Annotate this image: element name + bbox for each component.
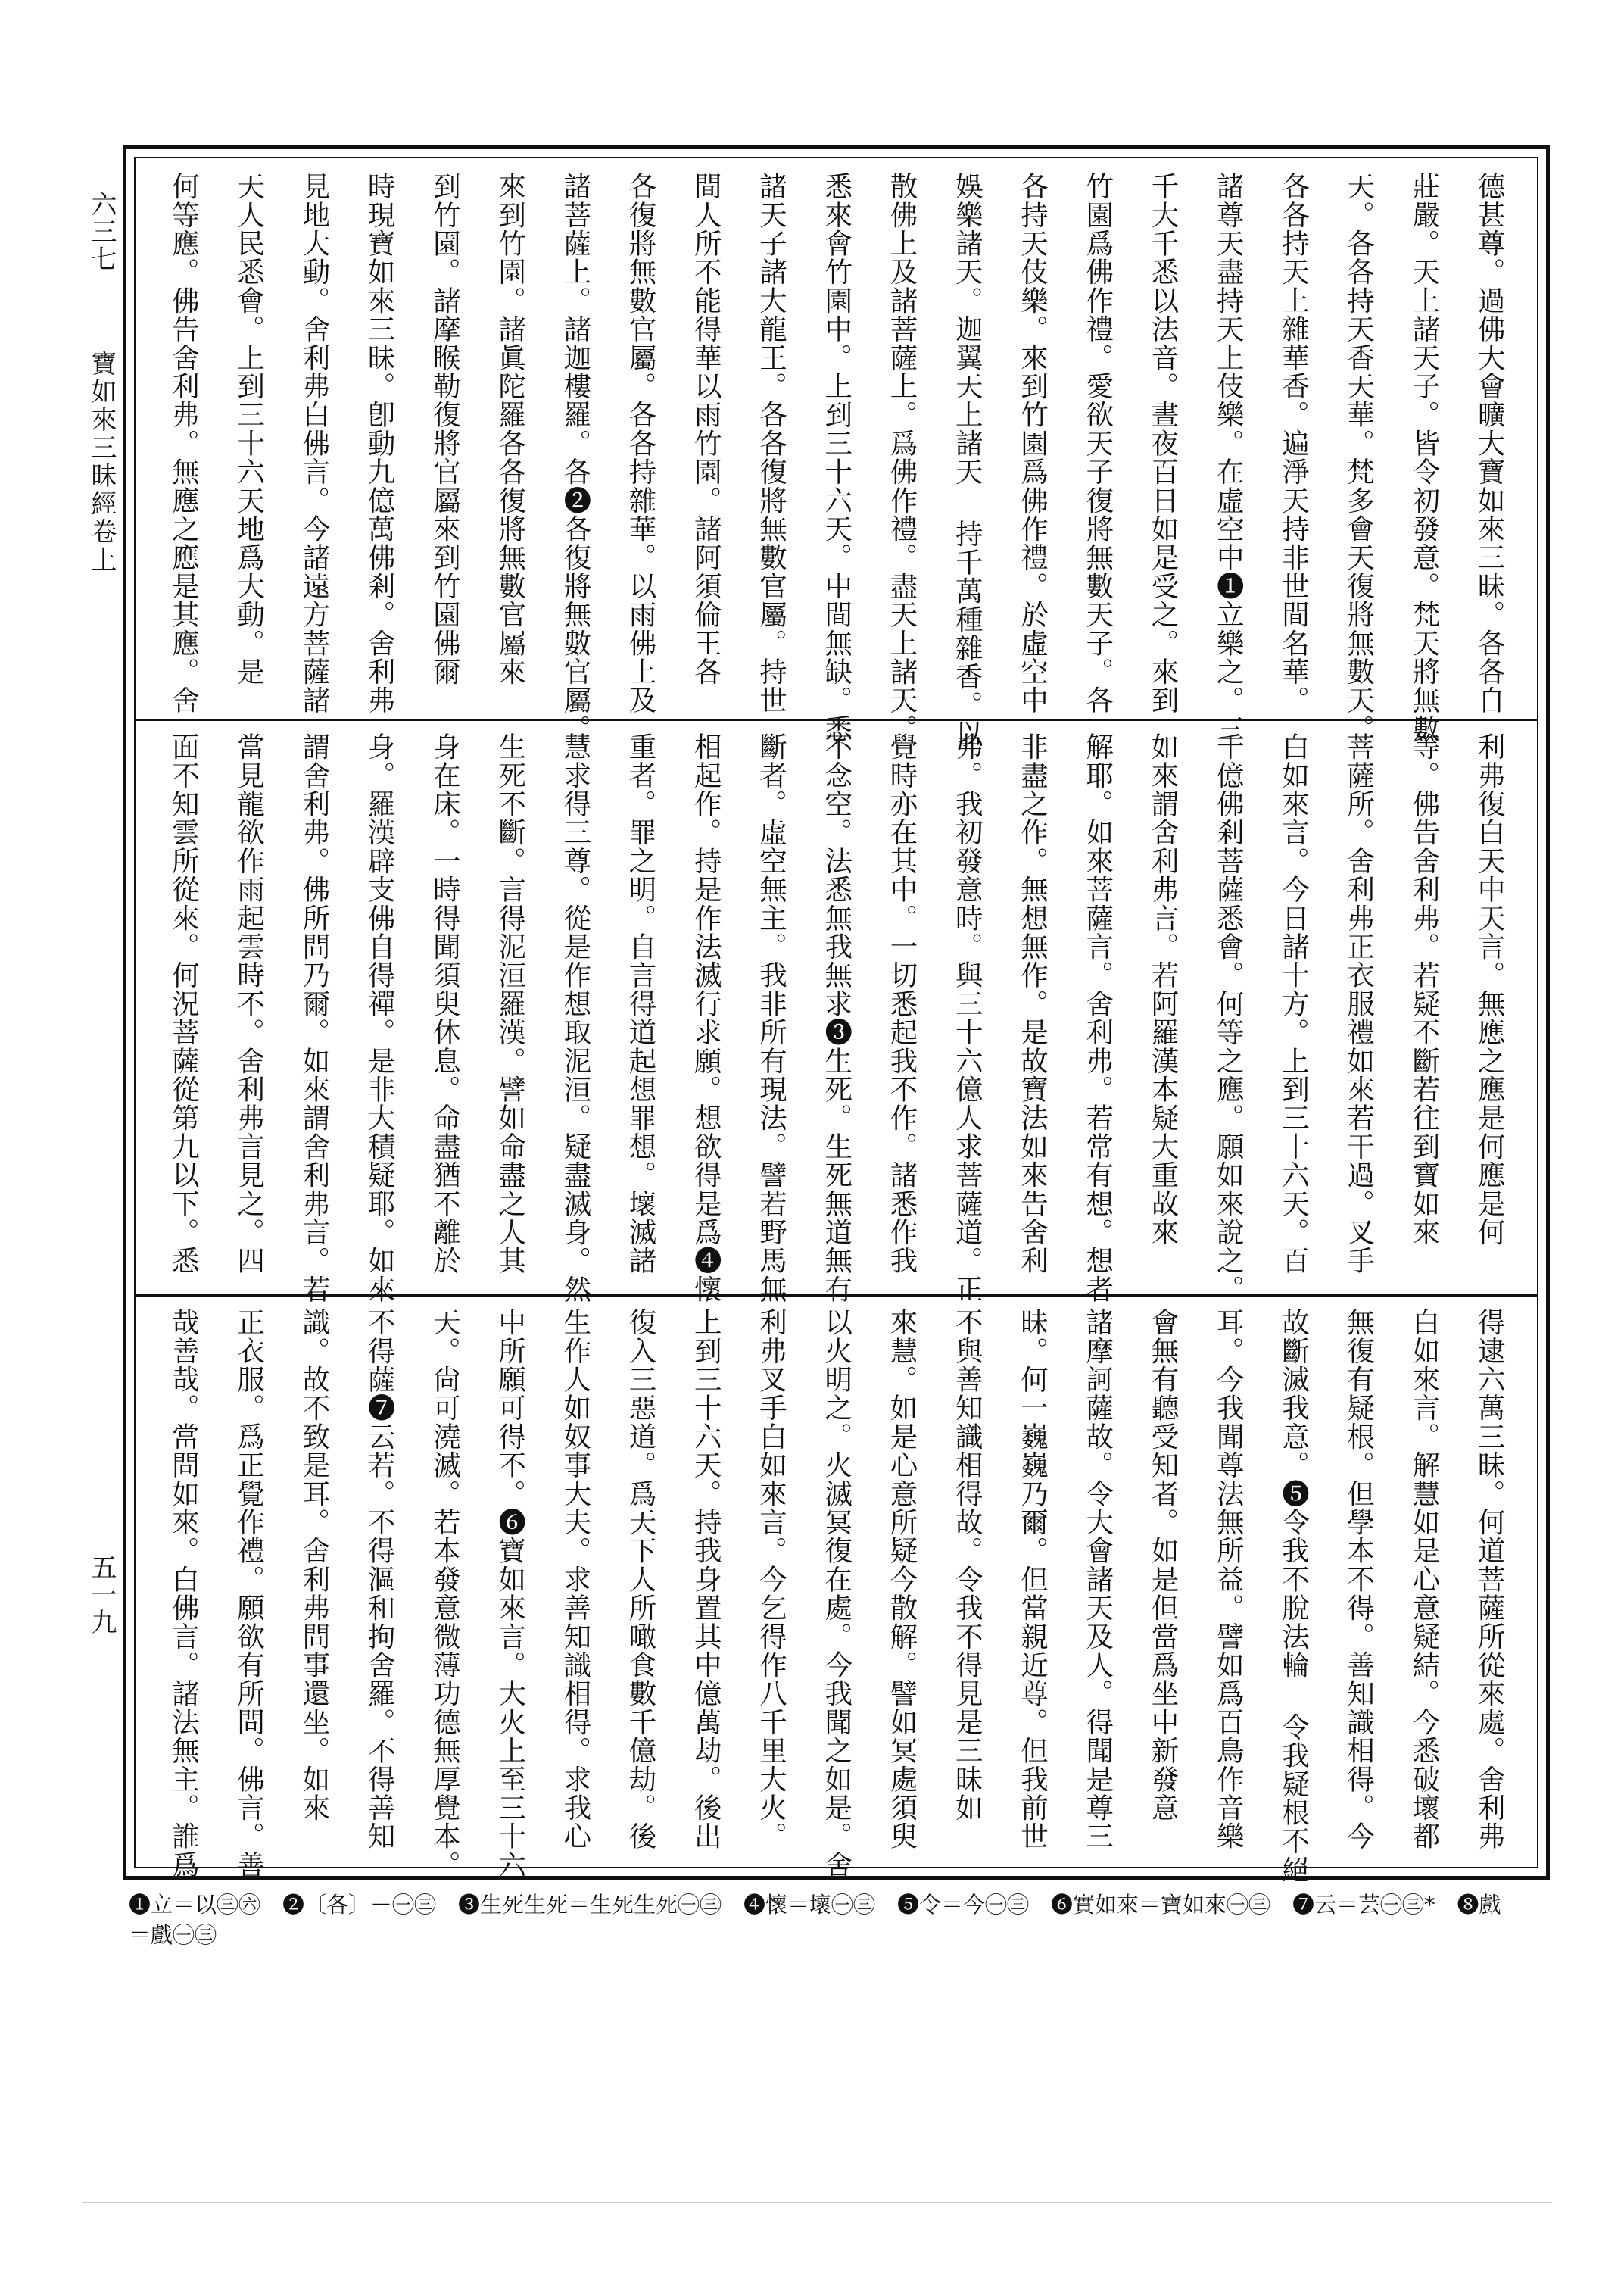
text-frame: [123, 145, 1550, 1884]
text-column: 娛樂諸天。迦翼天上諸天 持千萬種雜香。以: [951, 172, 984, 748]
text-column: 復入三惡道。爲天下人所噉食數千億劫。後: [625, 1308, 658, 1851]
text-column: 故斷滅我意。❺令我不脫法輪 令我疑根不絕: [1277, 1308, 1311, 1884]
text-column: 到竹園。諸摩睺勒復將官屬來到竹園佛爾: [429, 172, 462, 686]
text-column: 白如來言。解慧如是心意疑結。今悉破壞都: [1407, 1308, 1441, 1851]
divider: [82, 2202, 1552, 2203]
text-column: 利弗復白天中天言。無應之應是何應是何: [1473, 732, 1507, 1247]
text-column: 如來謂舍利弗言。若阿羅漢本疑大重故來: [1146, 732, 1180, 1247]
text-column: 昧。何一巍巍乃爾。但當親近尊。但我前世: [1016, 1308, 1049, 1851]
text-column: 以火明之。火滅冥復在處。今我聞之如是。舍: [820, 1308, 853, 1879]
text-register-3: [136, 1294, 1537, 1884]
text-column: 哉善哉。當問如來。白佛言。諸法無主。誰爲: [167, 1308, 201, 1879]
text-column: 非盡之作。無想無作。是故寶法如來告舍利: [1016, 732, 1049, 1275]
text-column: 面不知雲所從來。何況菩薩從第九以下。悉: [167, 732, 201, 1275]
register-1-columns: [151, 172, 1522, 748]
running-title: 寶如來三昧經卷上: [86, 350, 117, 574]
text-column: 散佛上及諸菩薩上。爲佛作禮。盡天上諸天。: [886, 172, 918, 743]
text-column: 等。佛告舍利弗。若疑不斷若往到寶如來: [1407, 732, 1441, 1247]
text-column: 會無有聽受知者。如是但當爲坐中新發意: [1146, 1308, 1180, 1822]
page-number-left: 六三七: [86, 191, 117, 273]
text-column: 諸菩薩上。諸迦樓羅。各❷各復將無數官屬。: [559, 172, 592, 743]
text-column: 慧求得三尊。從是作想取泥洹。疑盡滅身。然: [559, 732, 592, 1303]
register-2-columns: [151, 732, 1522, 1303]
text-frame-inner: [134, 157, 1538, 1884]
text-column: 白如來言。今日諸十方。上到三十六天。百: [1277, 732, 1311, 1275]
text-column: 不念空。法悉無我無求❸生死。生死無道無有: [820, 732, 853, 1303]
text-column: 斷者。虛空無主。我非所有現法。譬若野馬無: [755, 732, 788, 1303]
register-3-columns: [151, 1308, 1522, 1884]
text-column: 中所願可得不。❻寶如來言。大火上至三十六: [494, 1308, 527, 1879]
text-column: 謂舍利弗。佛所問乃爾。如來謂舍利弗言。若: [298, 732, 331, 1303]
bottom-rules: [82, 2202, 1552, 2219]
text-column: 重者。罪之明。自言得道起想罪想。壞滅諸: [625, 732, 658, 1275]
footnote-line: ＝戲㊀㊂: [129, 1922, 217, 1948]
text-column: 天人民悉會。上到三十六天地爲大動。是: [232, 172, 266, 686]
text-column: 生作人如奴事大夫。求善知識相得。求我心: [559, 1308, 592, 1851]
text-column: 德甚尊。過佛大會曠大寶如來三昧。各各自: [1473, 172, 1507, 715]
text-register-1: [136, 158, 1537, 748]
text-column: 識。故不致是耳。舍利弗問事還坐。如來: [298, 1308, 331, 1822]
text-column: 不得薩❼云若。不得漚和拘舍羅。不得善知: [363, 1308, 397, 1851]
footnotes: [129, 1890, 1552, 1950]
text-column: 悉來會竹園中。上到三十六天。中間無缺。悉: [820, 172, 853, 743]
text-column: 天。各各持天香天華。梵多會天復將無數天。: [1342, 172, 1376, 743]
text-column: 得逮六萬三昧。何道菩薩所從來處。舍利弗: [1473, 1308, 1507, 1851]
text-column: 各各持天上雜華香。遍淨天持非世間名華。: [1277, 172, 1311, 715]
page-margin: [83, 191, 123, 1857]
text-column: 當見龍欲作雨起雲時不。舍利弗言見之。四: [232, 732, 266, 1275]
text-column: 各持天伎樂。來到竹園爲佛作禮。於虛空中: [1016, 172, 1049, 715]
text-column: 菩薩所。舍利弗正衣服禮如來若干過。叉手: [1342, 732, 1376, 1275]
text-column: 生死不斷。言得泥洹羅漢。譬如命盡之人其: [494, 732, 527, 1275]
text-column: 見地大動。舍利弗白佛言。今諸遠方菩薩諸: [298, 172, 331, 715]
text-column: 千億佛剎菩薩悉會。何等之應。願如來說之。: [1212, 732, 1245, 1303]
text-column: 無復有疑根。但學本不得。善知識相得。今: [1342, 1308, 1376, 1851]
text-column: 來到竹園。諸眞陀羅各各復將無數官屬來: [494, 172, 527, 686]
text-column: 解耶。如來菩薩言。舍利弗。若常有想。想者: [1081, 732, 1114, 1303]
text-column: 正衣服。爲正覺作禮。願欲有所問。佛言。善: [232, 1308, 266, 1879]
text-column: 相起作。持是作法滅行求願。想欲得是爲❹懷: [690, 732, 723, 1303]
text-column: 千大千悉以法音。晝夜百日如是受之。來到: [1146, 172, 1180, 715]
text-column: 來慧。如是心意所疑今散解。譬如冥處須臾: [886, 1308, 918, 1851]
text-column: 弗。我初發意時。與三十六億人求菩薩道。正: [951, 732, 984, 1303]
text-column: 天。尙可澆滅。若本發意微薄功德無厚覺本。: [429, 1308, 462, 1879]
text-column: 耳。今我聞尊法無所益。譬如爲百鳥作音樂: [1212, 1308, 1245, 1851]
text-column: 身。羅漢辟支佛自得禪。是非大積疑耶。如來: [363, 732, 397, 1303]
footnote-line: ❶立＝以㊂㊅ ❷〔各〕－㊀㊂ ❸生死生死＝生死生死㊀㊂ ❹懷＝壞㊀㊂ ❺令＝今㊀㊂ ❻實如來＝寶如來㊀㊂ ❼云＝芸㊀㊂* ❽戲: [129, 1892, 1501, 1918]
text-column: 利弗叉手白如來言。今乞得作八千里大火。: [755, 1308, 788, 1851]
text-column: 莊嚴。天上諸天子。皆令初發意。梵天將無數: [1407, 172, 1441, 743]
text-column: 覺時亦在其中。一切悉起我不作。諸悉作我: [886, 732, 918, 1275]
text-column: 諸尊天盡持天上伎樂。在虛空中❶立樂之。三: [1212, 172, 1245, 743]
text-column: 各復將無數官屬。各各持雜華。以雨佛上及: [625, 172, 658, 715]
page-number-center: 五一九: [86, 1554, 117, 1636]
text-column: 諸摩訶薩故。令大會諸天及人。得聞是尊三: [1081, 1308, 1114, 1851]
text-register-2: [136, 719, 1537, 1303]
text-column: 時現寶如來三昧。卽動九億萬佛剎。舍利弗: [363, 172, 397, 715]
text-column: 身在床。一時得聞須臾休息。命盡猶不離於: [429, 732, 462, 1275]
text-column: 不與善知識相得故。令我不得見是三昧如: [951, 1308, 984, 1822]
text-column: 何等應。佛告舍利弗。無應之應是其應。舍: [167, 172, 201, 715]
text-column: 上到三十六天。持我身置其中億萬劫。後出: [690, 1308, 723, 1851]
text-column: 竹園爲佛作禮。愛欲天子復將無數天子。各: [1081, 172, 1114, 715]
text-column: 諸天子諸大龍王。各各復將無數官屬。持世: [755, 172, 788, 715]
text-column: 間人所不能得華以雨竹園。諸阿須倫王各: [690, 172, 723, 686]
